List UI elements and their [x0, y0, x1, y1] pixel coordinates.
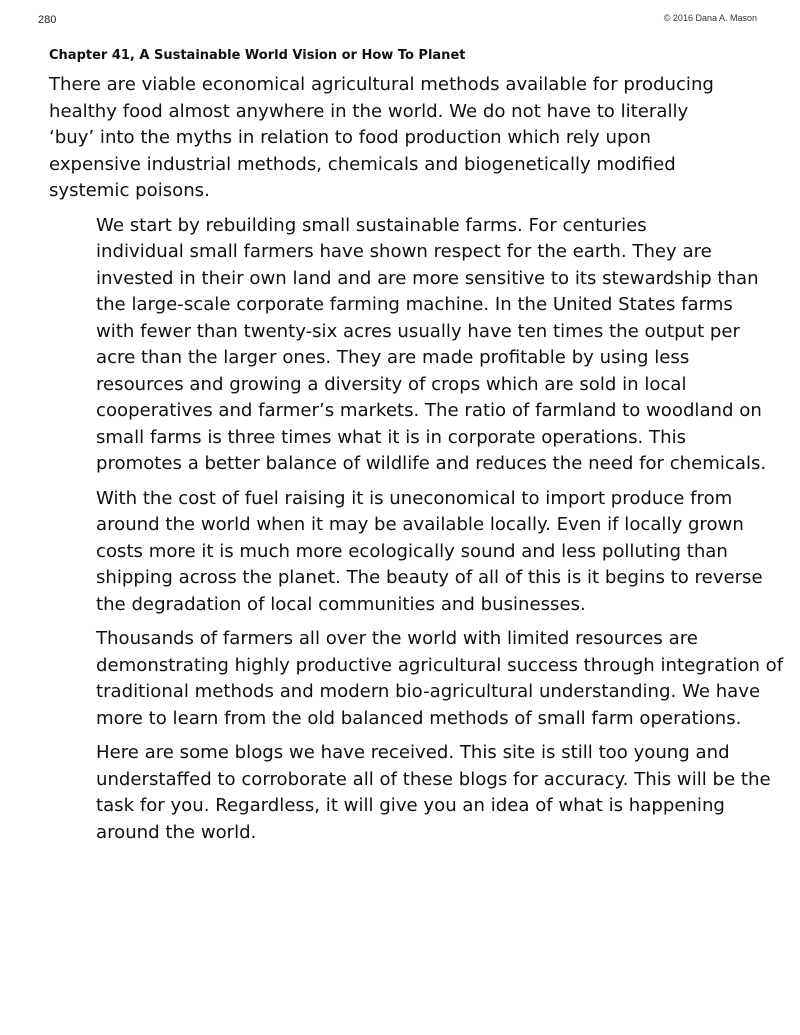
body-text [49, 72, 784, 854]
paragraph-5 [49, 740, 771, 846]
text-line: understaffed to corroborate all of these blogs for accuracy. This will be the [96, 768, 771, 790]
text-line: invested in their own land and are more sensitive to its stewardship than [96, 267, 759, 289]
text-line: ‘buy’ into the myths in relation to food production which rely upon [49, 127, 651, 148]
paragraph-4 [49, 626, 784, 732]
text-line: We start by rebuilding small sustainable farms. For centuries [96, 214, 647, 236]
text-line: individual small farmers have shown respect for the earth. They are [96, 241, 712, 262]
text-line: resources and growing a diversity of crops which are sold in local [96, 373, 687, 395]
copyright-notice: © 2016 Dana A. Mason [663, 13, 757, 23]
text-line: systemic poisons. [49, 180, 210, 201]
text-line: small farms is three times what it is in corporate operations. This [96, 426, 687, 448]
text-line: costs more it is much more ecologically sound and less polluting than [96, 540, 728, 562]
paragraph-2 [49, 213, 767, 478]
text-line: task for you. Regardless, it will give you an idea of what is happening [96, 795, 725, 816]
paragraph-3 [49, 486, 761, 619]
text-line: the degradation of local communities and businesses. [96, 593, 586, 615]
text-line: more to learn from the old balanced methods of small farm operations. [96, 707, 742, 729]
text-line: shipping across the planet. The beauty of all of this is it begins to reverse [96, 567, 763, 588]
text-line: cooperatives and farmer’s markets. The ratio of farmland to woodland on [96, 400, 762, 421]
text-line: with fewer than twenty-six acres usually have ten times the output per [96, 320, 740, 342]
text-line: around the world when it may be available locally. Even if locally grown [96, 514, 744, 535]
page-number: 280 [38, 14, 57, 26]
text-line: There are viable economical agricultural methods available for producing [49, 74, 714, 95]
paragraph-1 [49, 72, 761, 205]
text-line: Thousands of farmers all over the world with limited resources are [96, 628, 698, 649]
text-line: Here are some blogs we have received. This site is still too young and [96, 742, 730, 763]
text-line: healthy food almost anywhere in the world. We do not have to literally [49, 100, 689, 122]
text-line: acre than the larger ones. They are made profitable by using less [96, 347, 690, 368]
text-line: With the cost of fuel raising it is uneconomical to import produce from [96, 487, 733, 509]
text-line: around the world. [96, 821, 257, 843]
text-line: expensive industrial methods, chemicals and biogenetically modified [49, 153, 676, 175]
text-line: the large-scale corporate farming machine. In the United States farms [96, 294, 733, 315]
text-line: demonstrating highly productive agricultural success through integration of [96, 654, 784, 676]
text-line: promotes a better balance of wildlife and reduces the need for chemicals. [96, 453, 767, 474]
chapter-title: Chapter 41, A Sustainable World Vision or How To Planet [49, 48, 466, 63]
text-line: traditional methods and modern bio-agricultural understanding. We have [96, 681, 761, 702]
